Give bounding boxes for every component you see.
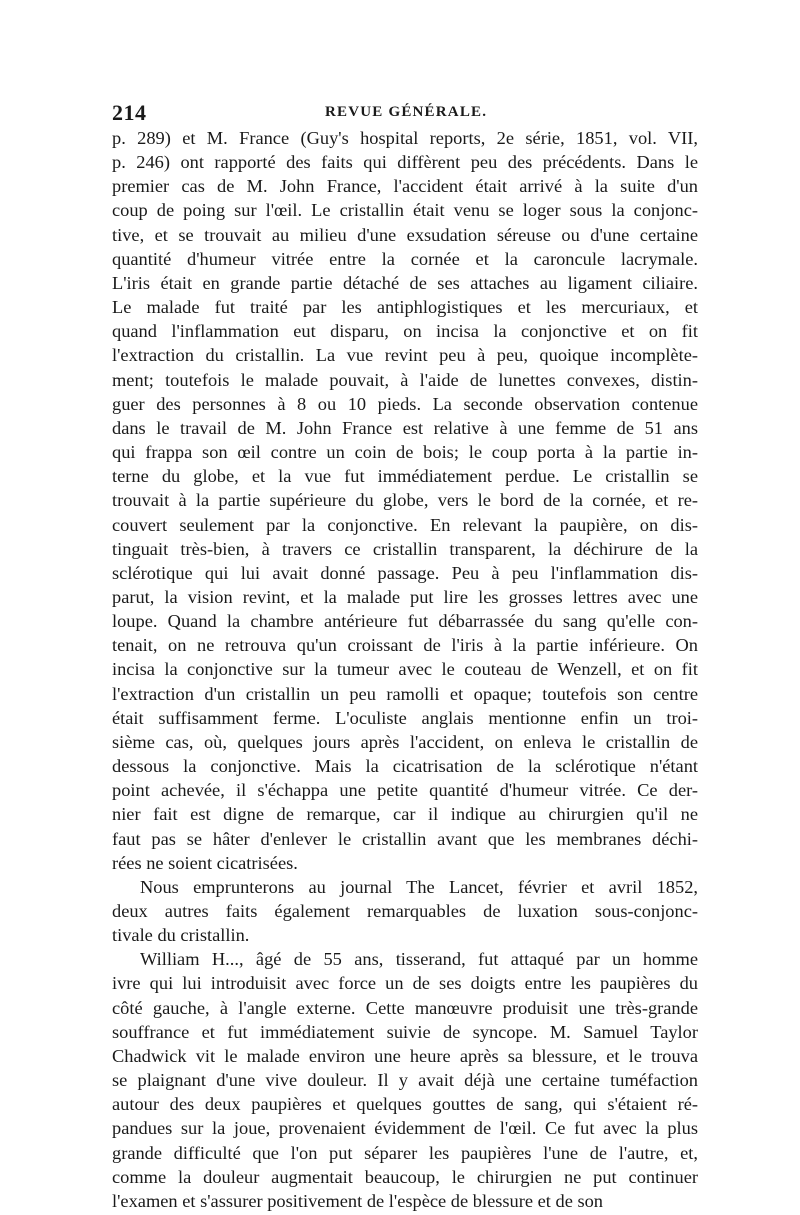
text-line: grande difficulté que l'on put séparer les paupières l'une de l'autre, et, <box>112 1142 698 1163</box>
text-line: Nous emprunterons au journal The Lancet, février et avril 1852, <box>140 876 698 897</box>
text-line: incisa la conjonctive sur la tumeur avec le couteau de Wenzell, et on fit <box>112 659 698 680</box>
text-line: premier cas de M. John France, l'accident était arrivé à la suite d'un <box>112 176 698 197</box>
paragraph <box>112 947 698 1213</box>
text-line: Chadwick vit le malade environ une heure après sa blessure, et le trouva <box>112 1045 698 1066</box>
text-line: point achevée, il s'échappa une petite quantité d'humeur vitrée. Ce der- <box>112 780 698 801</box>
text-line: dans le travail de M. John France est relative à une femme de 51 ans <box>112 417 698 438</box>
text-line: nier fait est digne de remarque, car il indique au chirurgien qu'il ne <box>112 804 698 825</box>
text-line: guer des personnes à 8 ou 10 pieds. La seconde observation contenue <box>112 393 698 414</box>
text-line: quand l'inflammation eut disparu, on incisa la conjonctive et on fit <box>112 321 698 342</box>
text-line: deux autres faits également remarquables de luxation sous-conjonc- <box>112 901 698 921</box>
text-line: Le malade fut traité par les antiphlogistiques et les mercuriaux, et <box>112 297 698 318</box>
text-line: William H..., âgé de 55 ans, tisserand, fut attaqué par un homme <box>140 949 698 970</box>
document-page <box>112 100 698 1213</box>
text-line: comme la douleur augmentait beaucoup, le chirurgien ne put continuer <box>112 1166 698 1187</box>
paragraph <box>112 126 698 875</box>
running-title: REVUE GÉNÉRALE. <box>325 104 488 120</box>
text-line: faut pas se hâter d'enlever le cristallin avant que les membranes déchi- <box>112 828 698 849</box>
text-line: coup de poing sur l'œil. Le cristallin était venu se loger sous la conjonc- <box>112 200 698 221</box>
body-text <box>112 126 698 1213</box>
page-number: 214 <box>112 100 147 125</box>
text-line: l'extraction du cristallin. La vue revint peu à peu, quoique incomplète- <box>112 345 698 366</box>
text-line: dessous la conjonctive. Mais la cicatrisation de la sclérotique n'étant <box>112 756 698 777</box>
text-line: trouvait à la partie supérieure du globe, vers le bord de la cornée, et re- <box>112 490 698 511</box>
text-line: souffrance et fut immédiatement suivie de syncope. M. Samuel Taylor <box>112 1021 698 1042</box>
text-line: terne du globe, et la vue fut immédiatement perdue. Le cristallin se <box>112 466 698 487</box>
text-line: p. 246) ont rapporté des faits qui diffèrent peu des précédents. Dans le <box>112 152 698 173</box>
text-line: tenait, on ne retrouva qu'un croissant de l'iris à la partie inférieure. On <box>112 635 698 656</box>
text-line: rées ne soient cicatrisées. <box>112 852 298 873</box>
text-line: quantité d'humeur vitrée entre la cornée et la caroncule lacrymale. <box>112 248 698 269</box>
text-line: L'iris était en grande partie détaché de ses attaches au ligament ciliaire. <box>112 272 698 293</box>
paragraph <box>112 875 698 947</box>
text-line: tivale du cristallin. <box>112 925 250 946</box>
text-line: se plaignant d'une vive douleur. Il y avait déjà une certaine tuméfaction <box>112 1070 698 1091</box>
text-line: parut, la vision revint, et la malade put lire les grosses lettres avec une <box>112 586 698 607</box>
text-line: tive, et se trouvait au milieu d'une exsudation séreuse ou d'une certaine <box>112 224 698 245</box>
text-line: ment; toutefois le malade pouvait, à l'aide de lunettes convexes, distin- <box>112 369 698 390</box>
text-line: p. 289) et M. France (Guy's hospital reports, 2e série, 1851, vol. VII, <box>112 128 698 148</box>
text-line: était suffisamment ferme. L'oculiste anglais mentionne enfin un troi- <box>112 707 698 728</box>
text-line: sième cas, où, quelques jours après l'accident, on enleva le cristallin de <box>112 731 698 752</box>
text-line: couvert seulement par la conjonctive. En relevant la paupière, on dis- <box>112 514 698 535</box>
text-line: l'extraction d'un cristallin un peu ramolli et opaque; toutefois son centre <box>112 683 698 704</box>
text-line: sclérotique qui lui avait donné passage. Peu à peu l'inflammation dis- <box>112 562 698 583</box>
text-line: autour des deux paupières et quelques gouttes de sang, qui s'étaient ré- <box>112 1094 698 1115</box>
text-line: pandues sur la joue, provenaient évidemment de l'œil. Ce fut avec la plus <box>112 1118 698 1139</box>
text-line: l'examen et s'assurer positivement de l'espèce de blessure et de son <box>112 1190 603 1211</box>
text-line: tinguait très-bien, à travers ce cristallin transparent, la déchirure de la <box>112 538 698 559</box>
text-line: côté gauche, à l'angle externe. Cette manœuvre produisit une très-grande <box>112 997 698 1018</box>
text-line: qui frappa son œil contre un coin de bois; le coup porta à la partie in- <box>112 442 698 463</box>
text-line: ivre qui lui introduisit avec force un de ses doigts entre les paupières du <box>112 973 698 994</box>
text-line: loupe. Quand la chambre antérieure fut débarrassée du sang qu'elle con- <box>112 611 698 632</box>
running-head <box>112 100 698 126</box>
